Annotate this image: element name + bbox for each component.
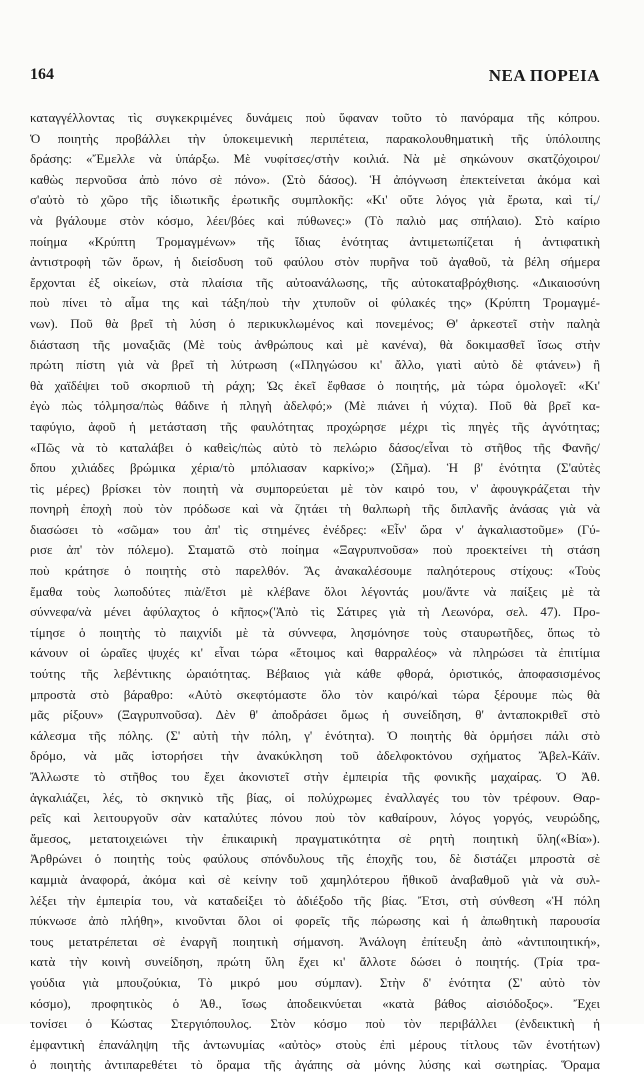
text-line: ἔρχονται ἐξ οἰκείων, στὰ πλαίσια τῆς αὐτοανάλωσης, τῆς αὐτοκαταβρόχθισης. «Δικαιοσύνη: [30, 274, 600, 290]
text-line: ὁ ποιητὴς ἀντιπαρεθέτει τὸ ὅραμα τῆς ἀγάπης σὰ μόνης λύσης καὶ σωτηρίας. Ὅραμα: [30, 1057, 600, 1073]
text-line: ἀγκαλιάζει, λές, τὸ σκηνικὸ τῆς βίας, οἱ πολύχρωμες ἐναλλαγές του τὸν τρέφουν. Θαρ-: [30, 789, 600, 805]
text-line: νων). Ποῦ θὰ βρεῖ τὴ λύση ὁ περικυκλωμένος καὶ πονεμένος; Θ' ἀρκεστεῖ στὴν παληὰ: [30, 315, 600, 331]
text-line: κόσμο), προφητικὸς ὁ Ἀθ., ἴσως ἀποδεικνύεται «κατὰ βάθος αἰσιόδοξος». Ἔχει: [30, 995, 600, 1011]
text-line: δρόμο, νὰ μᾶς ἱστορήσει τὴν ἀνακύκληση τοῦ ἀδελφοκτόνου σχήματος Ἄβελ-Κάϊν.: [30, 748, 600, 764]
text-line: γούδια γιὰ μπουζούκια, Τὸ μικρό μου σύμπαν). Στὴν δ' ἑνότητα (Σ' αὐτὸ τὸν: [30, 974, 600, 990]
text-line: κάνουν οἱ ὡραῖες ψυχές κι' εἶναι τώρα «ἕτοιμος καὶ θαρραλέος» νὰ πληρώσει τὰ ἐπιτίμια: [30, 645, 600, 661]
page-number: 164: [30, 66, 54, 83]
text-line: Ὁ ποιητὴς προβάλλει τὴν ὑποκειμενικὴ περιπέτεια, παρακολουθηματικὴ τῆς ὑπόλοιπης: [30, 130, 600, 146]
text-line: ταφύγιο, ἀφοῦ ἡ μετάσταση τῆς φαυλότητας προχώρησε μέχρι τὶς πηγὲς τῆς ἀγνότητας;: [30, 418, 600, 434]
text-line: τονίσει ὁ Κώστας Στεργιόπουλος. Στὸν κόσμο ποὺ τὸν περιβάλλει (ἐνδεικτικὴ ἡ: [30, 1016, 600, 1032]
text-line: ἐγὼ πὼς τόλμησα/πὼς θάδινε ἡ πληγὴ ἀδελφό;» (Μὲ πιάνει ἡ νύχτα). Ποῦ θὰ βρεῖ κα-: [30, 398, 600, 414]
text-line: ρισε ἀπ' τὸν πόλεμο). Σταματῶ στὸ ποίημα «Ξαγρυπνοῦσα» ποὺ προεκτείνει τὴ στάση: [30, 542, 600, 558]
text-line: πύκνωσε ἀπὸ πλήθη», κινοῦνται ὅλοι οἱ φορεῖς τῆς πώρωσης καὶ ἡ ἀπωθητικὴ παρουσία: [30, 913, 600, 929]
text-line: κατὰ τὴν κοινὴ συνείδηση, πρώτη ὕλη ἔχει κι' ἄλλοτε δώσει ὁ ποιητής. (Τρία τρα-: [30, 954, 600, 970]
text-line: τίμησε ὁ ποιητὴς τὸ παιχνίδι μὲ τὰ σύννεφα, λησμόνησε τοὺς σταυρωτῆδες, ὅπως τὸ: [30, 624, 600, 640]
text-line: ἐμφαντικὴ ἐπανάληψη τῆς ἀντωνυμίας «αὐτὸς» στοὺς ἐπὶ μέρους τίτλους τῶν ἑνοτήτων): [30, 1036, 600, 1052]
text-line: «Πῶς νὰ τὸ καταλάβει ὁ καθεὶς/πὼς αὐτὸ τὸ πελώριο δάσος/εἶναι τὸ στῆθος τῆς Φανῆς/: [30, 439, 600, 455]
text-line: τούτης τῆς λεβέντικης ὡραιότητας. Βέβαιος γιὰ κάθε φθορά, ὀριστικός, ἀποφασισμένος: [30, 666, 600, 682]
text-line: ἄμεσος, μετατοιχειώνει τὴν ἐπικαιρικὴ πραγματικότητα σὲ ρητὴ ποιητικὴ ὕλη(«Βία»).: [30, 830, 600, 846]
text-line: Ἀρθρώνει ὁ ποιητὴς τοὺς φαύλους σπόνδυλους τῆς ἐποχῆς του, δὲ διστάζει μπροστὰ σὲ: [30, 851, 600, 867]
text-line: ποὺ πίνει τὸ αἷμα της καὶ τάξη/ποὺ τὴν χτυποῦν οἱ φύλακές της» (Κρύπτη Τρομαγμέ-: [30, 295, 600, 311]
text-line: καταγγέλλοντας τὶς συγκεκριμένες δυνάμεις ποὺ ὕφαναν τοῦτο τὸ πανόραμα τῆς κόπρου.: [30, 110, 600, 125]
text-line: δπου χιλιάδες βρώμικα χέρια/τὸ μπόλιασαν καρκίνο;» (Σῆμα). Ἡ β' ἑνότητα (Σ'αὐτὲς: [30, 460, 600, 476]
text-line: ἔμαθα τοὺς λωποδύτες πιὰ/ἔτσι μὲ κλέβανε ὅλοι λέγοντάς μου/ἄντε νὰ παίξεις μὲ τὰ: [30, 583, 600, 599]
text-line: πονηρὴ ἐποχὴ ποὺ τὸν πρόδωσε καὶ νὰ ζητάει τὴ θαλπωρὴ τῆς διπλανῆς ἀνάσας γιὰ νὰ: [30, 501, 600, 517]
text-line: Ἄλλωστε τὸ στῆθος του ἔχει ἀκονιστεῖ στὴν ἐμπειρία τῆς φονικῆς μαχαίρας. Ὁ Ἀθ.: [30, 769, 600, 784]
text-line: σ'αὐτὸ τὸ χῶρο τῆς ἰδιωτικῆς ἐρωτικῆς συμπλοκῆς: «Κι' οὔτε λόγος γιὰ ἔρωτα, καὶ τί,/: [30, 192, 600, 208]
text-line: ποὺ κράτησε ὁ ποιητὴς στὸ παρελθόν. Ἂς ἀνακαλέσουμε παληότερους στίχους: «Τοὺς: [30, 563, 600, 579]
body-text: [30, 108, 600, 1076]
text-line: ρεῖς καὶ λειτουργοῦν σὰν καταλύτες πόνου ποὺ τὸν καθαίρουν, λόγος γοργός, νευρώδης,: [30, 810, 600, 826]
text-line: σύννεφα/νὰ μένει ἀφύλαχτος ὁ κῆπος»('Ἀπὸ τὶς Σάτιρες γιὰ τὴ Λεωνόρα, σελ. 47). Προ-: [30, 604, 600, 620]
text-line: θὰ χαϊδέψει τοῦ σκορπιοῦ τὴ ράχη; Ὡς ἐκεῖ ἔφθασε ὁ ποιητής, μὰ τώρα ὁμολογεῖ: «Κι': [30, 377, 600, 393]
text-line: κάλεσμα τῆς πόλης. (Σ' αὐτὴ τὴν πόλη, γ' ἑνότητα). Ὁ ποιητὴς θὰ ὁρμήσει πάλι στὸ: [30, 727, 600, 743]
text-line: τους μετατρέπεται σὲ ἐναργῆ ποιητικὴ σήμανση. Ἀνάλογη ἐπίτευξη ἀπὸ «ἀντιποιητική»,: [30, 933, 600, 949]
running-head: [30, 66, 600, 88]
text-line: καθὼς περνοῦσα ἀπὸ πόνο σὲ πόνο». (Στὸ δάσος). Ἡ ἀπόγνωση ἐπεκτείνεται ἀκόμα καὶ: [30, 171, 600, 187]
text-line: ποίημα «Κρύπτη Τρομαγμένων» τῆς ἴδιας ἑνότητας ἀντιμετωπίζεται ἡ ἀντιφατικὴ: [30, 233, 600, 249]
text-line: λέξει τὴν ἐμπειρία του, νὰ καταδείξει τὸ ἀδιέξοδο τῆς βίας. Ἔτσι, στὴ σύνθεση «Ἡ πόλη: [30, 892, 600, 908]
text-line: δράσης: «Ἔμελλε νὰ ὑπάρξω. Μὲ νυφίτσες/στὴν κοιλιά. Νὰ μὲ σηκώνουν σκατζόχοιροι/: [30, 151, 600, 167]
text-line: πρώτη πίστη γιὰ νὰ βρεῖ τὴ λύτρωση («Πληγώσου κι' ἄλλο, γιατὶ αὐτὸ δὲ φτάνει») ἢ: [30, 357, 600, 373]
text-line: τὶς μέρες) βρίσκει τὸν ποιητὴ νὰ συμπορεύεται μὲ τὸν καιρό του, ν' ἀφουγκράζεται τὴν: [30, 480, 600, 496]
text-line: καμμιὰ ἀναφορά, ἀκόμα καὶ σὲ κείνην τοῦ χαμηλότερου ἤθικοῦ ἀναβαθμοῦ γιὰ νὰ συλ-: [30, 871, 600, 887]
text-line: ἀντιστροφὴ τῶν ὅρων, ἡ διείσδυση τοῦ φαύλου στὸν πυρῆνα τοῦ ἀγαθοῦ, τὰ βέλη σήμερα: [30, 254, 600, 270]
text-line: διασώσει τὸ «σῶμα» του ἀπ' τὶς στημένες ἐνέδρες: «Εἶν' ὥρα ν' ἀγκαλιαστοῦμε» (Γύ-: [30, 521, 600, 537]
journal-title: ΝΕΑ ΠΟΡΕΙΑ: [488, 66, 600, 85]
text-line: νὰ βγάλουμε στὸν κόσμο, λέει/βόες καὶ πύθωνες:» (Τὸ παλιὸ μας σπήλαιο). Στὸ καίριο: [30, 212, 600, 228]
text-line: διάσταση τῆς μοναξιᾶς (Μὲ τοὺς ἀνθρώπους καὶ μὲ κανένα), θὰ δοκιμασθεῖ ἴσως στὴν: [30, 336, 600, 352]
text-line: μπροστὰ στὸ βάραθρο: «Αὐτὸ σκεφτόμαστε ὅλο τὸν καιρό/καὶ τώρα ξέρουμε πὼς θὰ: [30, 686, 600, 702]
text-line: μᾶς ρίξουν» (Ξαγρυπνοῦσα). Δὲν θ' ἀποδράσει ὅμως ἡ συνείδηση, θ' ἀνταποκριθεῖ στὸ: [30, 707, 600, 723]
